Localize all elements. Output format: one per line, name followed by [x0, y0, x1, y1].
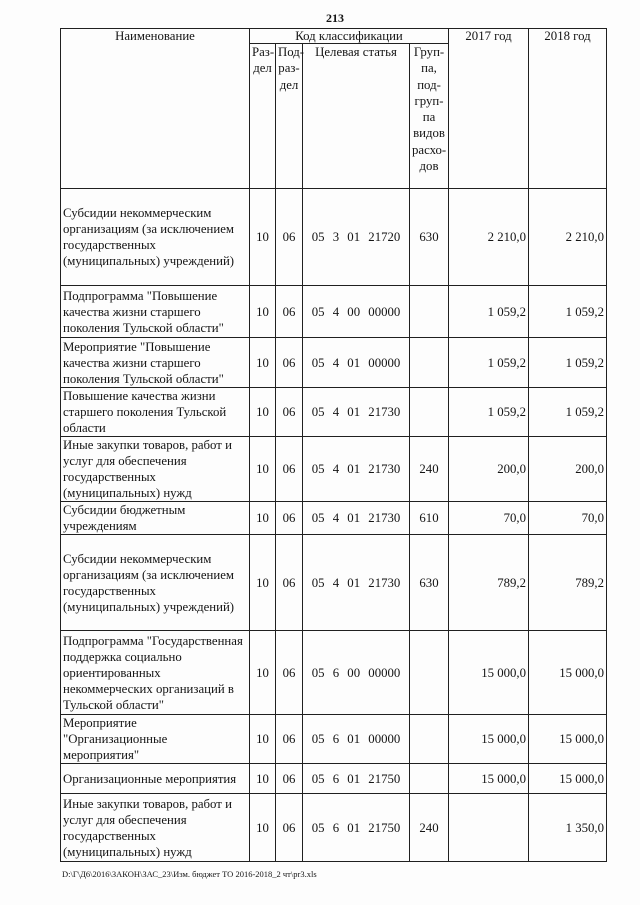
row-section: 10 [250, 286, 276, 338]
table-header [61, 29, 607, 189]
row-amount-2017: 1 059,2 [449, 338, 529, 388]
row-expense-group: 240 [410, 437, 449, 502]
row-amount-2017: 1 059,2 [449, 388, 529, 437]
row-subsection: 06 [276, 631, 303, 715]
row-section: 10 [250, 388, 276, 437]
row-amount-2018: 15 000,0 [529, 715, 607, 764]
header-row-top [61, 29, 607, 44]
table-body [61, 189, 607, 862]
row-amount-2018: 15 000,0 [529, 631, 607, 715]
row-subsection: 06 [276, 502, 303, 535]
row-name: Субсидии бюджетным учреждениям [61, 502, 250, 535]
row-subsection: 06 [276, 764, 303, 794]
row-amount-2017: 15 000,0 [449, 631, 529, 715]
table-row [61, 189, 607, 286]
table-row [61, 794, 607, 862]
row-amount-2017: 2 210,0 [449, 189, 529, 286]
row-target-article: 05 4 01 00000 [303, 338, 410, 388]
row-amount-2017 [449, 794, 529, 862]
header-target-article: Целевая статья [303, 44, 410, 189]
row-name: Подпрограмма "Повышение качества жизни старшего поколения Тульской области" [61, 286, 250, 338]
row-target-article: 05 4 00 00000 [303, 286, 410, 338]
table-row [61, 715, 607, 764]
row-expense-group [410, 338, 449, 388]
row-name: Иные закупки товаров, работ и услуг для обеспечения государственных (муниципальных) нужд [61, 794, 250, 862]
row-target-article: 05 6 00 00000 [303, 631, 410, 715]
table-row [61, 437, 607, 502]
row-expense-group: 610 [410, 502, 449, 535]
row-subsection: 06 [276, 437, 303, 502]
row-expense-group [410, 286, 449, 338]
row-section: 10 [250, 502, 276, 535]
header-classification-code: Код классификации [250, 29, 449, 44]
row-target-article: 05 6 01 21750 [303, 794, 410, 862]
row-name: Подпрограмма "Государственная поддержка социально ориентированных некоммерческих организаций в Тульской области" [61, 631, 250, 715]
row-expense-group [410, 631, 449, 715]
table-row [61, 535, 607, 631]
table-row [61, 338, 607, 388]
header-section: Раз- дел [250, 44, 276, 189]
row-section: 10 [250, 189, 276, 286]
row-amount-2018: 200,0 [529, 437, 607, 502]
row-target-article: 05 4 01 21730 [303, 502, 410, 535]
row-name: Субсидии некоммерческим организациям (за исключением государственных (муниципальных) учреждений) [61, 189, 250, 286]
table-row [61, 764, 607, 794]
row-section: 10 [250, 535, 276, 631]
row-amount-2017: 1 059,2 [449, 286, 529, 338]
row-name: Иные закупки товаров, работ и услуг для обеспечения государственных (муниципальных) нужд [61, 437, 250, 502]
file-path-footer: D:\Г\Д6\2016\ЗАКОН\ЗАС_23\Изм. бюджет ТО 2016-2018_2 чт\pr3.xls [62, 869, 317, 879]
row-expense-group: 630 [410, 535, 449, 631]
row-amount-2018: 789,2 [529, 535, 607, 631]
header-year-2017: 2017 год [449, 29, 529, 189]
row-section: 10 [250, 715, 276, 764]
row-section: 10 [250, 764, 276, 794]
row-section: 10 [250, 338, 276, 388]
row-subsection: 06 [276, 189, 303, 286]
header-name: Наименование [61, 29, 250, 189]
row-amount-2017: 200,0 [449, 437, 529, 502]
row-target-article: 05 4 01 21730 [303, 535, 410, 631]
row-subsection: 06 [276, 535, 303, 631]
row-expense-group: 630 [410, 189, 449, 286]
row-section: 10 [250, 794, 276, 862]
row-subsection: 06 [276, 286, 303, 338]
row-subsection: 06 [276, 338, 303, 388]
header-expense-group: Груп- па, под- груп- па видов расхо- дов [410, 44, 449, 189]
row-amount-2017: 15 000,0 [449, 764, 529, 794]
row-target-article: 05 3 01 21720 [303, 189, 410, 286]
row-expense-group [410, 388, 449, 437]
row-name: Мероприятие "Повышение качества жизни старшего поколения Тульской области" [61, 338, 250, 388]
table-row [61, 502, 607, 535]
row-target-article: 05 4 01 21730 [303, 388, 410, 437]
row-section: 10 [250, 631, 276, 715]
row-amount-2018: 15 000,0 [529, 764, 607, 794]
row-subsection: 06 [276, 715, 303, 764]
header-subsection: Под- раз- дел [276, 44, 303, 189]
budget-table [60, 28, 607, 862]
header-year-2018: 2018 год [529, 29, 607, 189]
row-amount-2018: 1 059,2 [529, 338, 607, 388]
row-subsection: 06 [276, 794, 303, 862]
table-row [61, 388, 607, 437]
row-amount-2018: 1 059,2 [529, 286, 607, 338]
table-row [61, 631, 607, 715]
row-amount-2017: 15 000,0 [449, 715, 529, 764]
row-target-article: 05 6 01 21750 [303, 764, 410, 794]
row-amount-2017: 789,2 [449, 535, 529, 631]
table-row [61, 286, 607, 338]
row-name: Субсидии некоммерческим организациям (за исключением государственных (муниципальных) учреждений) [61, 535, 250, 631]
page-number: 213 [326, 11, 344, 25]
row-name: Мероприятие "Организационные мероприятия" [61, 715, 250, 764]
row-amount-2018: 1 350,0 [529, 794, 607, 862]
row-amount-2017: 70,0 [449, 502, 529, 535]
row-amount-2018: 1 059,2 [529, 388, 607, 437]
row-target-article: 05 6 01 00000 [303, 715, 410, 764]
row-section: 10 [250, 437, 276, 502]
row-expense-group [410, 715, 449, 764]
row-subsection: 06 [276, 388, 303, 437]
row-amount-2018: 2 210,0 [529, 189, 607, 286]
row-expense-group [410, 764, 449, 794]
row-target-article: 05 4 01 21730 [303, 437, 410, 502]
row-name: Организационные мероприятия [61, 764, 250, 794]
row-name: Повышение качества жизни старшего поколения Тульской области [61, 388, 250, 437]
row-expense-group: 240 [410, 794, 449, 862]
row-amount-2018: 70,0 [529, 502, 607, 535]
